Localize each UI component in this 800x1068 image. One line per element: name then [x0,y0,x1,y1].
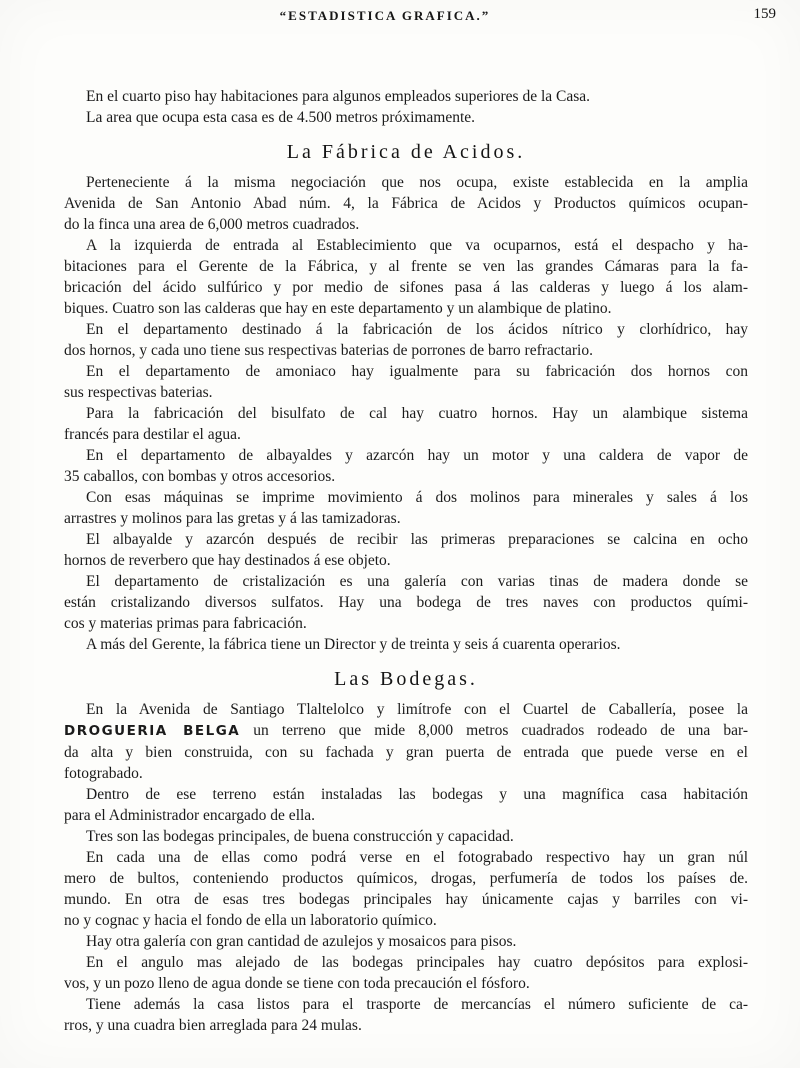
text-line: mero de bultos, conteniendo productos químicos, drogas, perfumería de todos los países de. [64,870,748,887]
text-line: En la Avenida de Santiago Tlaltelolco y limítrofe con el Cuartel de Caballería, posee la [86,701,748,718]
paragraph [64,529,748,571]
paragraph [64,931,748,952]
paragraph [64,107,748,128]
text-line: para el Administrador encargado de ella. [64,807,316,824]
text-line: El departamento de cristalización es una galería con varias tinas de madera donde se [86,573,748,590]
text-line: Tres son las bodegas principales, de buena construcción y capacidad. [86,828,514,845]
text-line: do la finca una area de 6,000 metros cuadrados. [64,216,360,233]
paragraph [64,634,748,655]
paragraph [64,172,748,235]
paragraph [64,571,748,634]
paragraph [64,403,748,445]
text-line: 35 caballos, con bombas y otros accesorios. [64,468,336,485]
page-number: 159 [753,6,776,22]
paragraph [64,784,748,826]
section-heading: La Fábrica de Acidos. [286,141,526,163]
text-line: A la izquierda de entrada al Establecimiento que va ocuparnos, está el despacho y ha- [86,237,748,254]
text-line: fotograbado. [64,765,143,782]
paragraph [64,699,748,784]
text-line: bricación del ácido sulfúrico y por medio de sifones pasa á las calderas y luego á los alam- [64,279,748,296]
text-line: Para la fabricación del bisulfato de cal hay cuatro hornos. Hay un alambique sistema [86,405,748,422]
paragraph [64,86,748,107]
text-line: En cada una de ellas como podrá verse en el fotograbado respectivo hay un gran núl [86,849,748,866]
text-line: arrastres y molinos para las gretas y á las tamizadoras. [64,510,401,527]
text-line: hornos de reverbero que hay destinados á ese objeto. [64,552,391,569]
paragraph [64,826,748,847]
paragraph [64,319,748,361]
text-line: Hay otra galería con gran cantidad de azulejos y mosaicos para pisos. [86,933,517,950]
text-line: En el departamento de albayaldes y azarcón hay un motor y una caldera de vapor de [86,447,748,464]
text-line: El albayalde y azarcón después de recibir las primeras preparaciones se calcina en ocho [86,531,748,548]
text-line: DROGUERIA BELGA un terreno que mide 8,000 metros cuadrados rodeado de una bar- [64,722,748,739]
text-line: cos y materias primas para fabricación. [64,615,307,632]
paragraph [64,847,748,931]
paragraph [64,445,748,487]
text-line: están cristalizando diversos sulfatos. Hay una bodega de tres naves con productos quími- [64,594,748,611]
text-line: A más del Gerente, la fábrica tiene un Director y de treinta y seis á cuarenta operarios. [86,636,621,653]
paragraph [64,487,748,529]
text-line: mundo. En otra de esas tres bodegas principales hay únicamente cajas y barriles con vi- [64,891,748,908]
paragraph [64,235,748,319]
section-heading: Las Bodegas. [334,668,478,690]
running-title: “ESTADISTICA GRAFICA.” [279,8,491,23]
text-line: biques. Cuatro son las calderas que hay en este departamento y un alambique de platino. [64,300,612,317]
text-line: En el departamento destinado á la fabricación de los ácidos nítrico y clorhídrico, hay [86,321,748,338]
text-line: rros, y una cuadra bien arreglada para 24 mulas. [64,1017,362,1034]
text-line: Tiene además la casa listos para el trasporte de mercancías el número suficiente de ca- [86,996,748,1013]
paragraph [64,361,748,403]
text-line: La area que ocupa esta casa es de 4.500 metros próximamente. [86,109,476,126]
text-line: sus respectivas baterias. [64,384,213,401]
paragraph [64,994,748,1036]
paragraph [64,952,748,994]
text-line: da alta y bien construida, con su fachada y gran puerta de entrada que puede verse en el [64,744,748,761]
running-header [0,6,800,30]
text-line: Perteneciente á la misma negociación que nos ocupa, existe establecida en la amplia [86,174,748,191]
text-line: En el angulo mas alejado de las bodegas principales hay cuatro depósitos para explosi- [86,954,748,971]
text-line: bitaciones para el Gerente de la Fábrica, y al frente se ven las grandes Cámaras para la fa- [64,258,748,275]
document-body [64,86,748,1036]
text-line: francés para destilar el agua. [64,426,241,443]
text-line: no y cognac y hacia el fondo de ella un laboratorio químico. [64,912,437,929]
text-line: Dentro de ese terreno están instaladas las bodegas y una magnífica casa habitación [86,786,748,803]
text-line: Avenida de San Antonio Abad núm. 4, la Fábrica de Acidos y Productos químicos ocupan- [64,195,748,212]
text-line: vos, y un pozo lleno de agua donde se tiene con toda precaución el fósforo. [64,975,530,992]
text-line: dos hornos, y cada uno tiene sus respectivas baterias de porrones de barro refractario. [64,342,593,359]
text-line: En el cuarto piso hay habitaciones para algunos empleados superiores de la Casa. [86,88,591,105]
text-line: En el departamento de amoniaco hay igualmente para su fabricación dos hornos con [86,363,748,380]
drogueria-belga-brand: DROGUERIA BELGA [64,723,241,739]
text-line: Con esas máquinas se imprime movimiento á dos molinos para minerales y sales á los [86,489,748,506]
